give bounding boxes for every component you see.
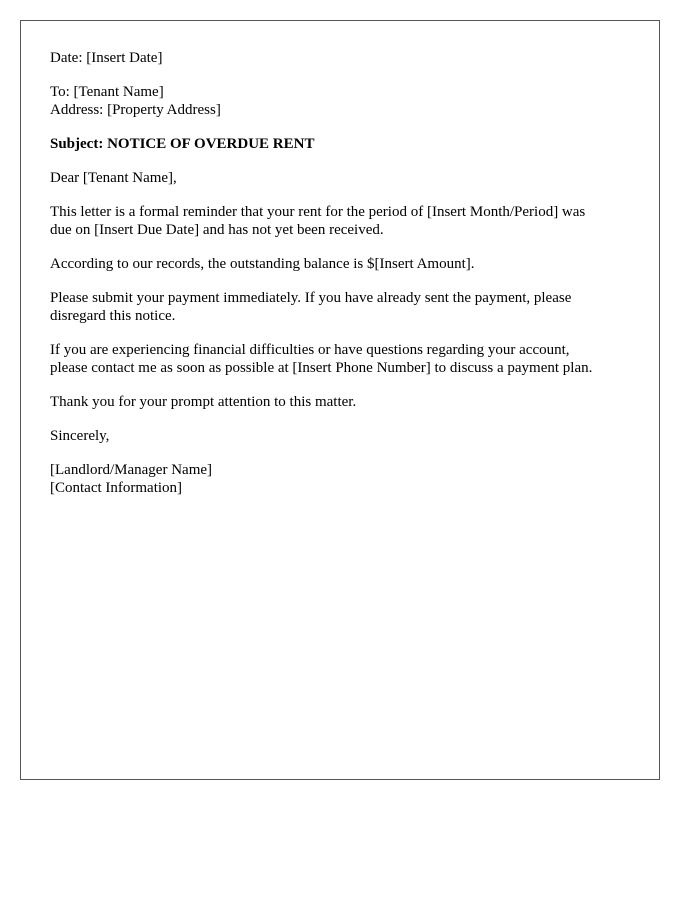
paragraph-balance: According to our records, the outstanding balance is $[Insert Amount].	[50, 256, 475, 272]
date-line: Date: [Insert Date]	[50, 50, 163, 66]
paragraph-reminder-line-1: This letter is a formal reminder that your rent for the period of [Insert Month/Period] was	[50, 204, 586, 220]
signature-block	[50, 461, 640, 497]
subject-line: Subject: NOTICE OF OVERDUE RENT	[50, 136, 315, 152]
recipient-block	[50, 83, 640, 119]
paragraph-payment	[50, 289, 640, 325]
paragraph-reminder	[50, 203, 640, 239]
closing: Sincerely,	[50, 428, 110, 444]
letter-page	[20, 20, 660, 780]
salutation: Dear [Tenant Name],	[50, 170, 177, 186]
recipient-to: To: [Tenant Name]	[50, 84, 164, 100]
letter-body	[50, 49, 640, 513]
signature-contact: [Contact Information]	[50, 480, 183, 496]
paragraph-payment-line-2: disregard this notice.	[50, 308, 176, 324]
paragraph-thanks: Thank you for your prompt attention to this matter.	[50, 394, 357, 410]
signature-name: [Landlord/Manager Name]	[50, 462, 213, 478]
recipient-address: Address: [Property Address]	[50, 102, 221, 118]
paragraph-difficulties	[50, 341, 640, 377]
paragraph-payment-line-1: Please submit your payment immediately. If you have already sent the payment, please	[50, 290, 572, 306]
paragraph-reminder-line-2: due on [Insert Due Date] and has not yet been received.	[50, 222, 384, 238]
paragraph-difficulties-line-1: If you are experiencing financial difficulties or have questions regarding your account,	[50, 342, 570, 358]
paragraph-difficulties-line-2: please contact me as soon as possible at [Insert Phone Number] to discuss a payment plan.	[50, 360, 593, 376]
